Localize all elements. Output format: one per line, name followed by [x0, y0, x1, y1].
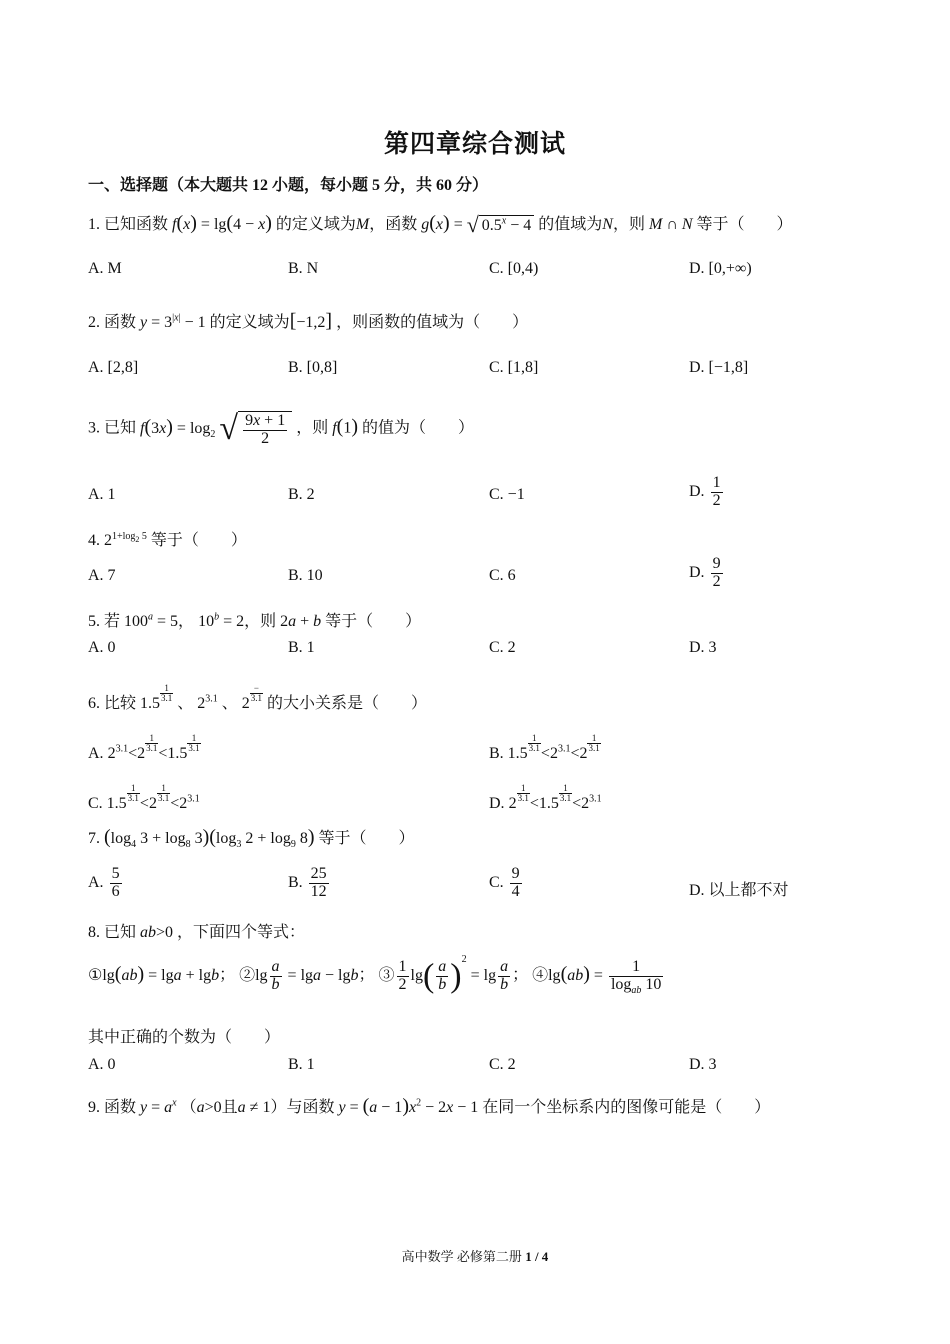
- q7-formula: ($\log_4$ $3 + \log_8 3)(\log_3$ $2 + \log_9 8$): [104, 826, 315, 851]
- question-1: 1. 已知函数 f(x) = lg(4 − x) 的定义域为M，函数 g(x) = √ $0.5^x - 4$ 的值域为N，则 M ∩ N 等于（ ）: [88, 212, 793, 238]
- q8-eq-4: ④lg(ab) = $\frac{1}{\log_{ab} 10}$: [532, 957, 662, 996]
- q7-option-c[interactable]: C. $\frac{9}{4}$: [489, 865, 520, 900]
- question-4: 4. $2^{1+log_2 5}$ 等于（ ）: [88, 530, 247, 549]
- q5-option-b[interactable]: B. 1: [288, 639, 315, 656]
- q3-option-a[interactable]: A. 1: [88, 486, 116, 503]
- q7-option-b[interactable]: B. $\frac{25}{12}$: [288, 865, 327, 900]
- q4-option-c[interactable]: C. 6: [489, 567, 516, 584]
- q8-option-c[interactable]: C. 2: [489, 1056, 516, 1073]
- q1-option-d[interactable]: D. [0,+∞): [689, 260, 752, 277]
- q5-option-c[interactable]: C. 2: [489, 639, 516, 656]
- q8-equations: ①lg(ab) = lga + lgb； ②lg $\frac{a}{b}$ = lga − lgb； ③ $\frac{1}{2}$ lg( $\frac{a}{b}$ )$^2$ = lg $\frac{a}{b}$ ； ④lg(ab) = $\frac{1}{\log_{ab} 10}$: [88, 957, 665, 995]
- q7-option-a[interactable]: A. $\frac{5}{6}$: [88, 865, 120, 900]
- question-2: 2. 函数 $y = 3^{|x|} - 1$ 的定义域为[−1,2] ，则函数的值域为（ ）: [88, 310, 529, 332]
- page-footer: 高中数学 必修第二册 1 / 4: [401, 1249, 549, 1264]
- q3-option-b[interactable]: B. 2: [288, 486, 315, 503]
- question-7: 7. ($\log_4$ $3 + \log_8 3)(\log_3$ $2 + \log_9 8$) 等于（ ）: [88, 826, 415, 851]
- q1-option-a[interactable]: A. M: [88, 260, 122, 277]
- q6-option-a[interactable]: A. $2^{3.1}<2$ $\frac{1}{3.1}$ <1.5 $\frac{1}{3.1}$: [88, 733, 200, 762]
- q1-formula-g: g(x) = √ $0.5^x - 4$: [421, 216, 534, 233]
- q6-option-c[interactable]: C. 1.5 $\frac{1}{3.1}$ <2 $\frac{1}{3.1}$ $<2^{3.1}$: [88, 783, 200, 812]
- q2-option-a[interactable]: A. [2,8]: [88, 359, 139, 376]
- q1-option-b[interactable]: B. N: [288, 260, 319, 277]
- q4-formula: $2^{1+log_2 5}$: [104, 530, 147, 549]
- q8-option-b[interactable]: B. 1: [288, 1056, 315, 1073]
- question-3: 3. 已知 $f(3x) = \log_2$ √ $\frac{9x + 1}{2}$ ，则 f(1) 的值为（ ）: [88, 410, 475, 447]
- q8-eq-3: ③ $\frac{1}{2}$ lg( $\frac{a}{b}$ )$^2$ = lg $\frac{a}{b}$: [378, 953, 509, 994]
- q8-option-d[interactable]: D. 3: [689, 1056, 717, 1073]
- question-8: 8. 已知 ab>0 ，下面四个等式：: [88, 924, 306, 941]
- q8-eq-1: ①lg(ab) = lga + lgb: [88, 962, 220, 985]
- q8-stem: 其中正确的个数为（ ）: [88, 1029, 281, 1046]
- q1-label: 1. 已知函数: [88, 216, 169, 233]
- q7-option-d[interactable]: D. 以上都不对: [689, 882, 789, 899]
- q4-option-a[interactable]: A. 7: [88, 567, 116, 584]
- q1-option-c[interactable]: C. [0,4): [489, 260, 539, 277]
- q3-option-c[interactable]: C. −1: [489, 486, 525, 503]
- q1-formula-f: f(x) = lg(4 − x): [172, 212, 272, 234]
- q3-option-d[interactable]: D. $\frac{1}{2}$: [689, 474, 721, 509]
- question-5: 5. 若 $100^a = 5$， $10^b = 2$，则 2a + b 等于（ ）: [88, 611, 422, 630]
- question-9: 9. 函数 $y = a^x$ （a>0且a ≠ 1）与函数 $y = (a - 1)x^2 - 2x - 1$ 在同一个坐标系内的图像可能是（ ）: [88, 1095, 771, 1117]
- q6-option-b[interactable]: B. 1.5 $\frac{1}{3.1}$ $<2^{3.1}<2$ $\frac{1}{3.1}$: [489, 733, 600, 762]
- q2-option-c[interactable]: C. [1,8]: [489, 359, 539, 376]
- q8-eq-2: ②lg $\frac{a}{b}$ = lga − lgb: [239, 957, 359, 993]
- page-title: 第四章综合测试: [383, 131, 566, 158]
- q4-option-d[interactable]: D. $\frac{9}{2}$: [689, 555, 721, 590]
- page-number: 1 / 4: [525, 1249, 549, 1264]
- question-6: 6. 比较 1.5 $\frac{1}{3.1}$ 、 $2^{3.1}$ 、 2 − 3.1 的大小关系是（ ）: [88, 683, 428, 712]
- q5-option-d[interactable]: D. 3: [689, 639, 717, 656]
- q6-option-d[interactable]: D. 2 $\frac{1}{3.1}$ <1.5 $\frac{1}{3.1}$ $<2^{3.1}$: [489, 783, 602, 812]
- q2-option-d[interactable]: D. [−1,8]: [689, 359, 749, 376]
- q2-option-b[interactable]: B. [0,8]: [288, 359, 338, 376]
- q5-option-a[interactable]: A. 0: [88, 639, 116, 656]
- section-heading: 一、选择题（本大题共 12 小题，每小题 5 分，共 60 分）: [88, 177, 489, 194]
- q8-option-a[interactable]: A. 0: [88, 1056, 116, 1073]
- q3-formula: $f(3x) = \log_2$ √ $\frac{9x + 1}{2}$: [140, 420, 292, 437]
- q2-formula: $y = 3^{|x|} - 1$: [140, 312, 206, 331]
- q4-option-b[interactable]: B. 10: [288, 567, 323, 584]
